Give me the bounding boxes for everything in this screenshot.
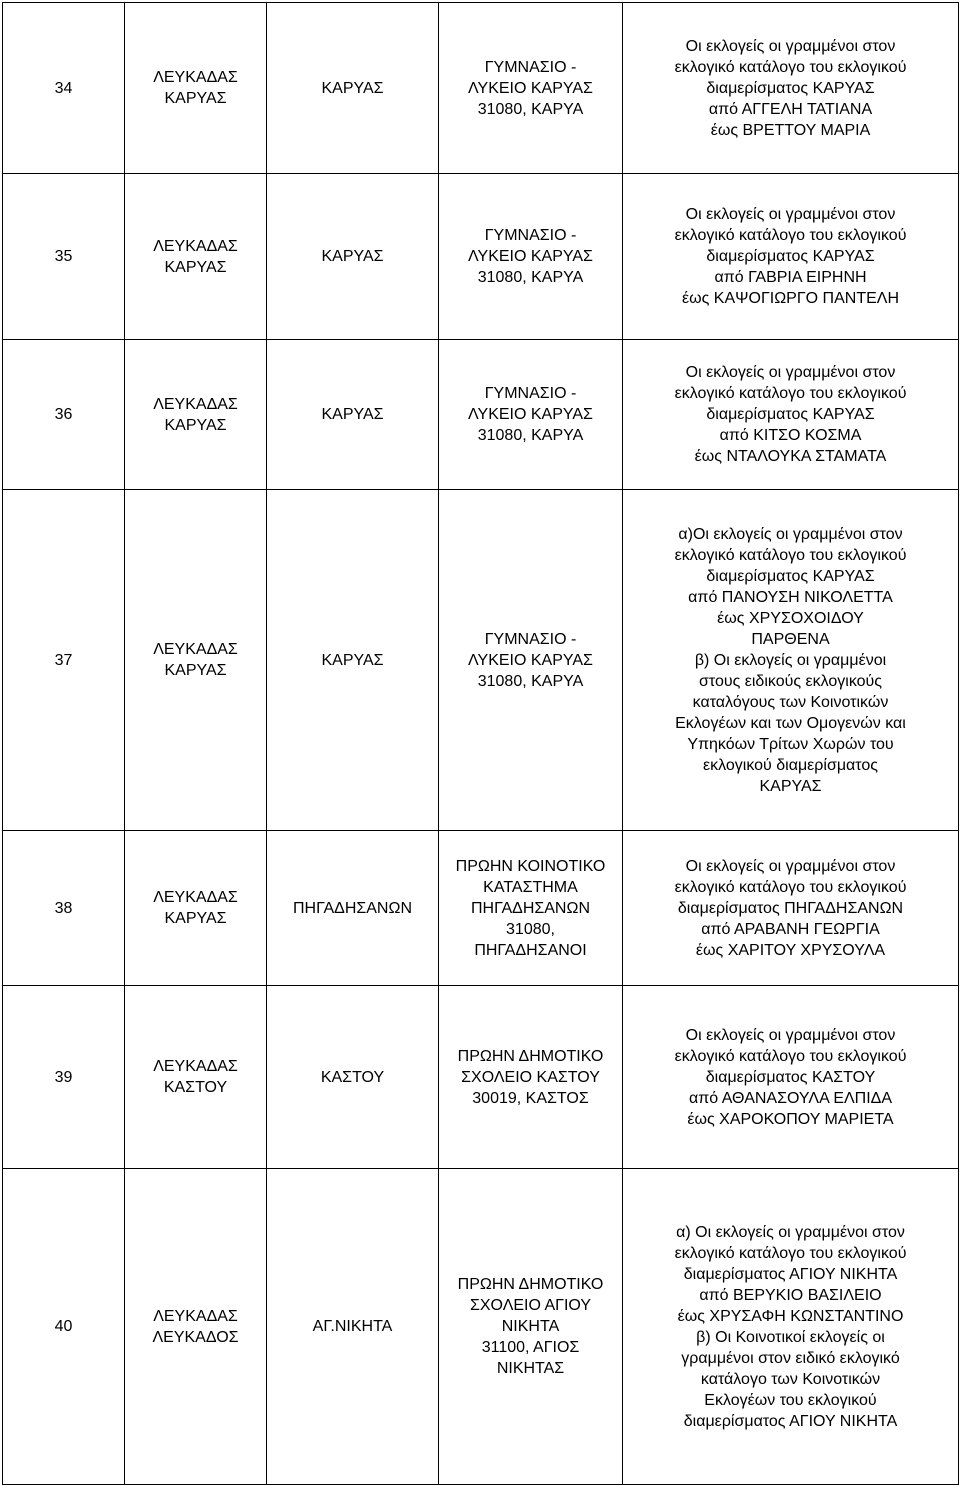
polling-station-cell <box>439 986 623 1169</box>
cell-line: Υπηκόων Τρίτων Χωρών του <box>687 735 894 753</box>
cell-line: εκλογικό κατάλογο του εκλογικού <box>674 1047 907 1065</box>
voters-description-cell <box>623 340 959 490</box>
cell-line: από ΠΑΝΟΥΣΗ ΝΙΚΟΛΕΤΤΑ <box>688 588 893 606</box>
polling-station-cell <box>439 490 623 831</box>
cell-line: ΑΓ.ΝΙΚΗΤΑ <box>312 1318 393 1335</box>
cell-line: διαμερίσματος ΚΑΡΥΑΣ <box>706 567 875 585</box>
cell-line: β) Οι εκλογείς οι γραμμένοι <box>694 651 887 669</box>
cell-line: ΠΡΩΗΝ ΚΟΙΝΟΤΙΚΟ <box>455 857 606 875</box>
cell-line: 31080, ΚΑΡΥΑ <box>477 672 584 690</box>
table-body <box>3 3 959 1485</box>
cell-line: 39 <box>54 1068 73 1086</box>
cell-line: ΛΥΚΕΙΟ ΚΑΡΥΑΣ <box>468 651 593 669</box>
cell-line: ΛΕΥΚΑΔΑΣ <box>153 1058 238 1075</box>
cell-line: ΚΑΡΥΑΣ <box>164 910 227 927</box>
cell-line: ΠΡΩΗΝ ΔΗΜΟΤΙΚΟ <box>457 1047 604 1065</box>
cell-line: 31080, ΚΑΡΥΑ <box>477 427 584 444</box>
voters-description-cell <box>623 1169 959 1485</box>
cell-line: διαμερίσματος ΑΓΙΟΥ ΝΙΚΗΤΑ <box>683 1265 898 1283</box>
municipality-cell <box>125 986 267 1169</box>
cell-line: διαμερίσματος ΚΑΡΥΑΣ <box>706 406 875 423</box>
cell-line: κατάλογο των Κοινοτικών <box>700 1370 881 1388</box>
cell-line: ΣΧΟΛΕΙΟ ΚΑΣΤΟΥ <box>461 1068 600 1086</box>
cell-line: ΚΑΡΥΑΣ <box>164 90 227 107</box>
cell-line: α)Οι εκλογείς οι γραμμένοι στον <box>678 525 903 543</box>
electoral-district-cell <box>267 986 439 1169</box>
cell-line: 31100, ΑΓΙΟΣ <box>481 1339 580 1356</box>
polling-station-cell <box>439 3 623 174</box>
cell-line: ΚΑΡΥΑΣ <box>164 662 227 679</box>
cell-line: ΠΗΓΑΔΗΣΑΝΩΝ <box>471 899 590 917</box>
cell-line: ΓΥΜΝΑΣΙΟ - <box>484 58 577 76</box>
cell-line: Οι εκλογείς οι γραμμένοι στον <box>685 1026 896 1044</box>
cell-line: διαμερίσματος ΚΑΡΥΑΣ <box>706 248 875 265</box>
cell-line: ΝΙΚΗΤΑ <box>501 1318 560 1335</box>
cell-line: γραμμένοι στον ειδικό εκλογικό <box>681 1349 900 1367</box>
cell-line: εκλογικό κατάλογο του εκλογικού <box>674 58 907 76</box>
cell-line: έως ΧΡΥΣΑΦΗ ΚΩΝΣΤΑΝΤΙΝΟ <box>677 1307 904 1325</box>
row-number-cell <box>3 831 125 986</box>
cell-line: εκλογικό κατάλογο του εκλογικού <box>674 878 907 896</box>
cell-line: ΝΙΚΗΤΑΣ <box>496 1360 565 1377</box>
electoral-district-cell <box>267 174 439 340</box>
cell-line: Οι εκλογείς οι γραμμένοι στον <box>685 206 896 223</box>
cell-line: 38 <box>54 899 73 917</box>
cell-line: ΠΡΩΗΝ ΔΗΜΟΤΙΚΟ <box>457 1276 604 1293</box>
cell-line: 34 <box>54 79 73 97</box>
cell-line: ΚΑΡΥΑΣ <box>164 416 227 434</box>
cell-line: ΚΑΡΥΑΣ <box>759 777 822 795</box>
cell-line: εκλογικού διαμερίσματος <box>702 756 878 774</box>
cell-line: 30019, ΚΑΣΤΟΣ <box>472 1089 589 1107</box>
cell-line: ΚΑΤΑΣΤΗΜΑ <box>483 878 578 896</box>
electoral-district-cell <box>267 3 439 174</box>
cell-line: ΣΧΟΛΕΙΟ ΑΓΙΟΥ <box>469 1297 592 1314</box>
table-row <box>3 490 959 831</box>
cell-line: ΛΕΥΚΑΔΑΣ <box>153 1307 238 1325</box>
cell-line: από ΚΙΤΣΟ ΚΟΣΜΑ <box>719 427 862 444</box>
cell-line: 40 <box>54 1318 73 1335</box>
cell-line: έως ΧΡΥΣΟΧΟΙΔΟΥ <box>717 609 864 627</box>
table-row <box>3 174 959 340</box>
table-row <box>3 986 959 1169</box>
row-number-cell <box>3 1169 125 1485</box>
polling-station-cell <box>439 174 623 340</box>
cell-line: 31080, ΚΑΡΥΑ <box>477 269 584 286</box>
cell-line: ΓΥΜΝΑΣΙΟ - <box>484 227 577 244</box>
cell-line: ΠΗΓΑΔΗΣΑΝΩΝ <box>293 899 412 917</box>
cell-line: διαμερίσματος ΚΑΣΤΟΥ <box>705 1068 876 1086</box>
cell-line: από ΑΓΓΕΛΗ ΤΑΤΙΑΝΑ <box>708 100 873 118</box>
cell-line: 31080, <box>506 920 555 938</box>
cell-line: από ΑΡΑΒΑΝΗ ΓΕΩΡΓΙΑ <box>701 920 880 938</box>
electoral-district-cell <box>267 490 439 831</box>
cell-line: ΛΕΥΚΑΔΟΣ <box>152 1328 239 1346</box>
cell-line: έως ΚΑΨΟΓΙΩΡΓΟ ΠΑΝΤΕΛΗ <box>682 290 899 307</box>
cell-line: διαμερίσματος ΚΑΡΥΑΣ <box>706 79 875 97</box>
table-row <box>3 3 959 174</box>
cell-line: εκλογικό κατάλογο του εκλογικού <box>674 546 907 564</box>
cell-line: 35 <box>54 248 73 265</box>
voters-description-cell <box>623 174 959 340</box>
cell-line: Οι εκλογείς οι γραμμένοι στον <box>685 364 896 381</box>
cell-line: ΚΑΡΥΑΣ <box>164 258 227 276</box>
cell-line: α) Οι εκλογείς οι γραμμένοι στον <box>676 1223 905 1241</box>
cell-line: έως ΝΤΑΛΟΥΚΑ ΣΤΑΜΑΤΑ <box>694 448 887 465</box>
row-number-cell <box>3 174 125 340</box>
row-number-cell <box>3 986 125 1169</box>
cell-line: ΛΕΥΚΑΔΑΣ <box>153 889 238 906</box>
voters-description-cell <box>623 986 959 1169</box>
row-number-cell <box>3 3 125 174</box>
cell-line: εκλογικό κατάλογο του εκλογικού <box>674 227 907 244</box>
cell-line: ΚΑΡΥΑΣ <box>321 406 384 423</box>
cell-line: Οι εκλογείς οι γραμμένοι στον <box>685 37 896 55</box>
cell-line: ΚΑΣΤΟΥ <box>163 1079 228 1096</box>
cell-line: από ΑΘΑΝΑΣΟΥΛΑ ΕΛΠΙΔΑ <box>688 1089 893 1107</box>
cell-line: ΛΥΚΕΙΟ ΚΑΡΥΑΣ <box>468 79 593 97</box>
polling-station-cell <box>439 831 623 986</box>
cell-line: εκλογικό κατάλογο του εκλογικού <box>674 385 907 402</box>
cell-line: στους ειδικούς εκλογικούς <box>698 672 883 690</box>
cell-line: εκλογικό κατάλογο του εκλογικού <box>674 1244 907 1262</box>
cell-line: Εκλογέων και των Ομογενών και <box>675 714 906 732</box>
cell-line: ΛΥΚΕΙΟ ΚΑΡΥΑΣ <box>468 406 593 423</box>
cell-line: ΛΕΥΚΑΔΑΣ <box>153 641 238 658</box>
cell-line: διαμερίσματος ΑΓΙΟΥ ΝΙΚΗΤΑ <box>683 1412 898 1430</box>
cell-line: ΚΑΣΤΟΥ <box>320 1068 385 1086</box>
cell-line: ΛΥΚΕΙΟ ΚΑΡΥΑΣ <box>468 248 593 265</box>
municipality-cell <box>125 340 267 490</box>
cell-line: έως ΒΡΕΤΤΟΥ ΜΑΡΙΑ <box>710 121 871 139</box>
voters-description-cell <box>623 831 959 986</box>
municipality-cell <box>125 3 267 174</box>
cell-line: ΚΑΡΥΑΣ <box>321 248 384 265</box>
cell-line: Οι εκλογείς οι γραμμένοι στον <box>685 857 896 875</box>
cell-line: καταλόγους των Κοινοτικών <box>692 693 889 711</box>
voters-description-cell <box>623 3 959 174</box>
cell-line: ΛΕΥΚΑΔΑΣ <box>153 237 238 255</box>
cell-line: έως ΧΑΡΙΤΟΥ ΧΡΥΣΟΥΛΑ <box>695 941 886 959</box>
cell-line: ΠΑΡΘΕΝΑ <box>751 630 830 648</box>
cell-line: ΓΥΜΝΑΣΙΟ - <box>484 385 577 402</box>
row-number-cell <box>3 490 125 831</box>
municipality-cell <box>125 831 267 986</box>
table-row <box>3 1169 959 1485</box>
municipality-cell <box>125 1169 267 1485</box>
electoral-district-cell <box>267 1169 439 1485</box>
cell-line: ΓΥΜΝΑΣΙΟ - <box>484 630 577 648</box>
electoral-district-cell <box>267 340 439 490</box>
cell-line: ΚΑΡΥΑΣ <box>321 651 384 669</box>
cell-line: από ΓΑΒΡΙΑ ΕΙΡΗΝΗ <box>714 269 867 286</box>
municipality-cell <box>125 490 267 831</box>
cell-line: από ΒΕΡΥΚΙΟ ΒΑΣΙΛΕΙΟ <box>699 1286 882 1304</box>
polling-station-cell <box>439 340 623 490</box>
municipality-cell <box>125 174 267 340</box>
cell-line: β) Οι Κοινοτικοί εκλογείς οι <box>696 1328 885 1346</box>
cell-line: ΚΑΡΥΑΣ <box>321 79 384 97</box>
cell-line: ΛΕΥΚΑΔΑΣ <box>153 69 238 86</box>
cell-line: έως ΧΑΡΟΚΟΠΟΥ ΜΑΡΙΕΤΑ <box>687 1110 894 1128</box>
polling-stations-table <box>2 2 959 1485</box>
cell-line: 37 <box>54 651 73 669</box>
cell-line: ΛΕΥΚΑΔΑΣ <box>153 395 238 413</box>
electoral-district-cell <box>267 831 439 986</box>
cell-line: Εκλογέων του εκλογικού <box>704 1391 877 1409</box>
table-row <box>3 340 959 490</box>
voters-description-cell <box>623 490 959 831</box>
polling-station-cell <box>439 1169 623 1485</box>
row-number-cell <box>3 340 125 490</box>
table-row <box>3 831 959 986</box>
cell-line: 36 <box>54 406 73 423</box>
cell-line: 31080, ΚΑΡΥΑ <box>477 100 584 118</box>
cell-line: ΠΗΓΑΔΗΣΑΝΟΙ <box>474 941 587 959</box>
cell-line: διαμερίσματος ΠΗΓΑΔΗΣΑΝΩΝ <box>677 899 904 917</box>
